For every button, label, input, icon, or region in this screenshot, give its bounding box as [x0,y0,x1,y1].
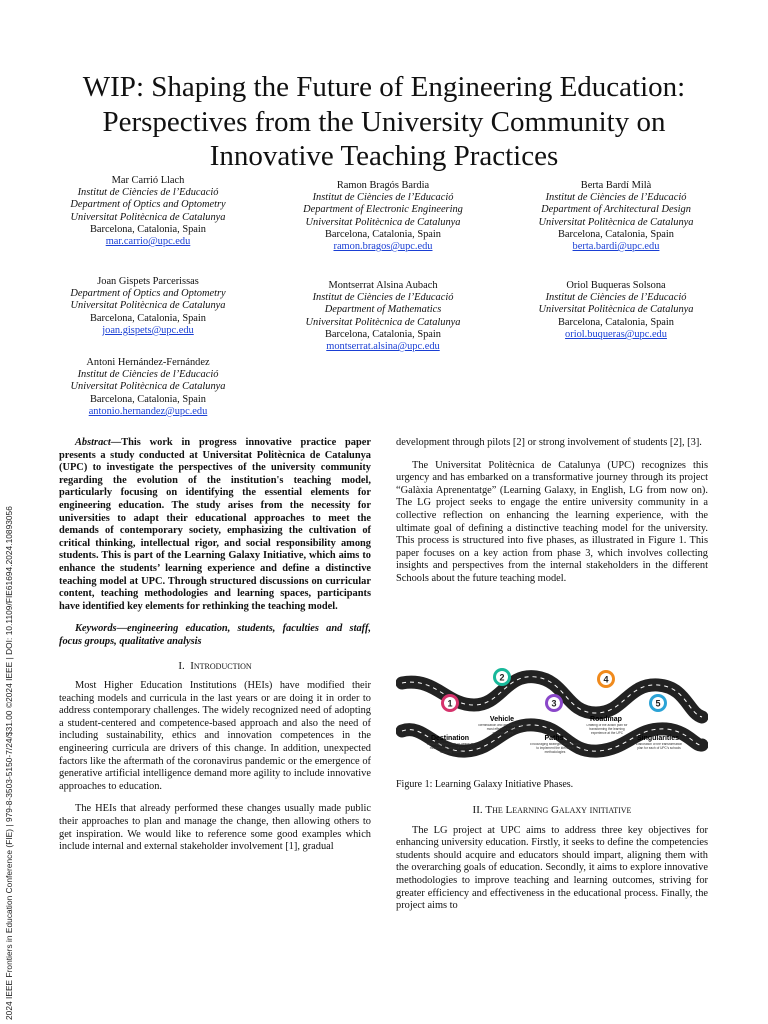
author-block-4: Joan Gispets Parcerissas Department of Optics and Optometry Universitat Politècnica de Catalunya Barcelona, Catalonia, Spain joan.gispets@upc.edu [48,276,248,337]
figure-learning-galaxy-phases [396,661,708,767]
phase-desc-2: Identification and description of the most effective teaching methodologies [478,724,528,735]
author-block-5: Montserrat Alsina Aubach Institut de Ciències de l’Educació Department of Mathematics Universitat Politècnica de Catalunya Barcelona, Catalonia, Spain montserrat.alsina@upc.edu [283,280,483,353]
right-column [396,437,708,586]
paragraph: Most Higher Education Institutions (HEIs) have modified their teaching models and curricula in the last years or are doing it in order to address contemporary challenges. The widely recognized need of adopting a student-centered and competence-based approach and also the need of including sustainability, ethics and innovation competences in the engineering curricula are drivers of this change. In addition, unexpected factors like the aftermath of the coronavirus pandemic or the emergence of generative artificial intelligence demand more agility to include innovative approaches to education. [59,680,371,792]
figure-caption: Figure 1: Learning Galaxy Initiative Phases. [396,779,574,790]
author-block-3: Berta Bardí Milà Institut de Ciències de l’Educació Department of Architectural Design Universitat Politècnica de Catalunya Barcelona, Catalonia, Spain berta.bardi@upc.edu [516,180,716,253]
section-heading-learning-galaxy: II. The Learning Galaxy initiative [472,804,632,816]
svg-text:4: 4 [603,674,609,685]
ieee-copyright-sidebar: 2024 IEEE Frontiers in Education Conference (FIE) | 979-8-3503-5150-7/24/$31.00 ©2024 IEEE | DOI: 10.1109/FIE61694.2024.10893056 [4,506,14,1020]
svg-text:2: 2 [499,672,505,683]
phase-label: Paths [544,735,564,742]
phase-pin-1 [441,694,459,712]
svg-text:3: 3 [551,698,557,709]
phase-pin-4 [597,670,615,688]
phase-desc-1: Participatory process to define the mission and vision of the UPC teaching model [426,743,476,754]
author-name: Berta Bardí Milà [580,180,652,191]
author-name: Oriol Buqueras Solsona [566,280,666,291]
phase-desc-3: Encouraging strategies and actions to implement the identified methodologies [530,743,580,754]
author-block-1: Mar Carrió Llach Institut de Ciències de l’Educació Department of Optics and Optometry Universitat Politècnica de Catalunya Barcelona, Catalonia, Spain mar.carrio@upc.edu [48,175,248,248]
phase-label: Roadmap [590,716,622,723]
paper-title: WIP: Shaping the Future of Engineering Education: Perspectives from the University Community on Innovative Teaching Practices [82,71,686,172]
phase-pin-2 [493,668,511,686]
paragraph: development through pilots [2] or strong involvement of students [2], [3]. [396,437,702,448]
author-name: Antoni Hernández-Fernández [86,357,210,368]
phase-desc-4: Drafting of the action plan for transforming the learning experience at the UPC [586,724,628,735]
author-email-link[interactable]: mar.carrio@upc.edu [105,236,191,248]
abstract-label: Abstract [75,437,111,448]
author-block-7: Antoni Hernández-Fernández Institut de Ciències de l’Educació Universitat Politècnica de Catalunya Barcelona, Catalonia, Spain antonio.hernandez@upc.edu [48,357,248,418]
phase-pin-5 [649,694,667,712]
author-block-6: Oriol Buqueras Solsona Institut de Ciències de l’Educació Universitat Politècnica de Catalunya Barcelona, Catalonia, Spain oriol.buqueras@upc.edu [516,280,716,341]
author-email-link[interactable]: montserrat.alsina@upc.edu [326,341,440,353]
right-column-lower [396,796,708,913]
author-email-link[interactable]: antonio.hernandez@upc.edu [88,405,208,417]
section-heading-introduction: I. Introduction [178,659,252,672]
paragraph: The Universitat Politècnica de Catalunya (UPC) recognizes this urgency and has embarked on a transformative journey through its project “Galàxia Aprenentatge” (Learning Galaxy, in English, LG from now on). The LG project seeks to engage the entire university community in a collective reflection on enhancing the learning experience, with the ultimate goal of defining a distinctive teaching model for the university. This process is structured into five phases, as illustrated in Figure 1. This paper focuses on a key action from phase 3, which involves collecting insights and perspectives from the internal stakeholders in the different Schools about the future teaching model. [396,459,708,584]
author-email-link[interactable]: berta.bardi@upc.edu [572,241,660,253]
road-phases-illustration [396,661,708,767]
author-name: Ramon Bragós Bardia [336,180,430,191]
phase-label: Singularities [636,735,680,742]
keywords: Keywords—engineering education, students, faculties and staff, focus groups, qualitative analysis [59,623,371,647]
phase-pin-3 [545,694,563,712]
abstract: Abstract—This work in progress innovative practice paper presents a study conducted at Universitat Politècnica de Catalunya (UPC) to investigate the perspectives of the university community regarding the evolution of the institution's teaching model, particularly focusing on identifying the essential elements for engineering education. The study arises from the necessity for universities to adapt their educational approaches to meet the demands of contemporary society, emphasizing the cultivation of critical thinking, intellectual rigor, and social responsibility among students. This is part of the Learning Galaxy Initiative, which aims to enhance the students’ learning experience and define a distinctive teaching model at UPC. Through structured discussions on curricular content, teaching methodologies and learning spaces, participants have identified key elements for rethinking the teaching model. [59,437,371,612]
svg-text:1: 1 [447,698,453,709]
author-name: Mar Carrió Llach [111,175,185,186]
svg-text:5: 5 [655,698,661,709]
author-name: Montserrat Alsina Aubach [328,280,438,291]
left-column [59,437,371,854]
paragraph: The LG project at UPC aims to address three key objectives for enhancing university education. Firstly, it seeks to define the competencies students should acquire and educators should impart, aligning them with the overarching goals of education. Secondly, it aims to explore innovative methodologies to improve teaching and learning outcomes, striving for greater efficiency and effectiveness in the educational process. Finally, the project aims to [396,824,708,912]
phase-label: Vehicle [489,716,515,723]
paragraph: The HEIs that already performed these changes usually made public their approaches to plan and manage the change, then allowing others to get inspiration. We would like to reference some good examples which include internal and external stakeholder involvement [1], gradual [59,803,371,853]
phase-label: Destination [430,735,470,742]
author-email-link[interactable]: oriol.buqueras@upc.edu [565,328,667,340]
author-email-link[interactable]: joan.gispets@upc.edu [102,324,194,336]
author-name: Joan Gispets Parcerissas [97,276,199,287]
author-block-2: Ramon Bragós Bardia Institut de Ciències de l’Educació Department of Electronic Engineering Universitat Politècnica de Catalunya Barcelona, Catalonia, Spain ramon.bragos@upc.edu [283,180,483,253]
author-email-link[interactable]: ramon.bragos@upc.edu [333,241,433,253]
phase-desc-5: Elaboration of the transformation plan for each of UPC's schools [635,743,683,750]
